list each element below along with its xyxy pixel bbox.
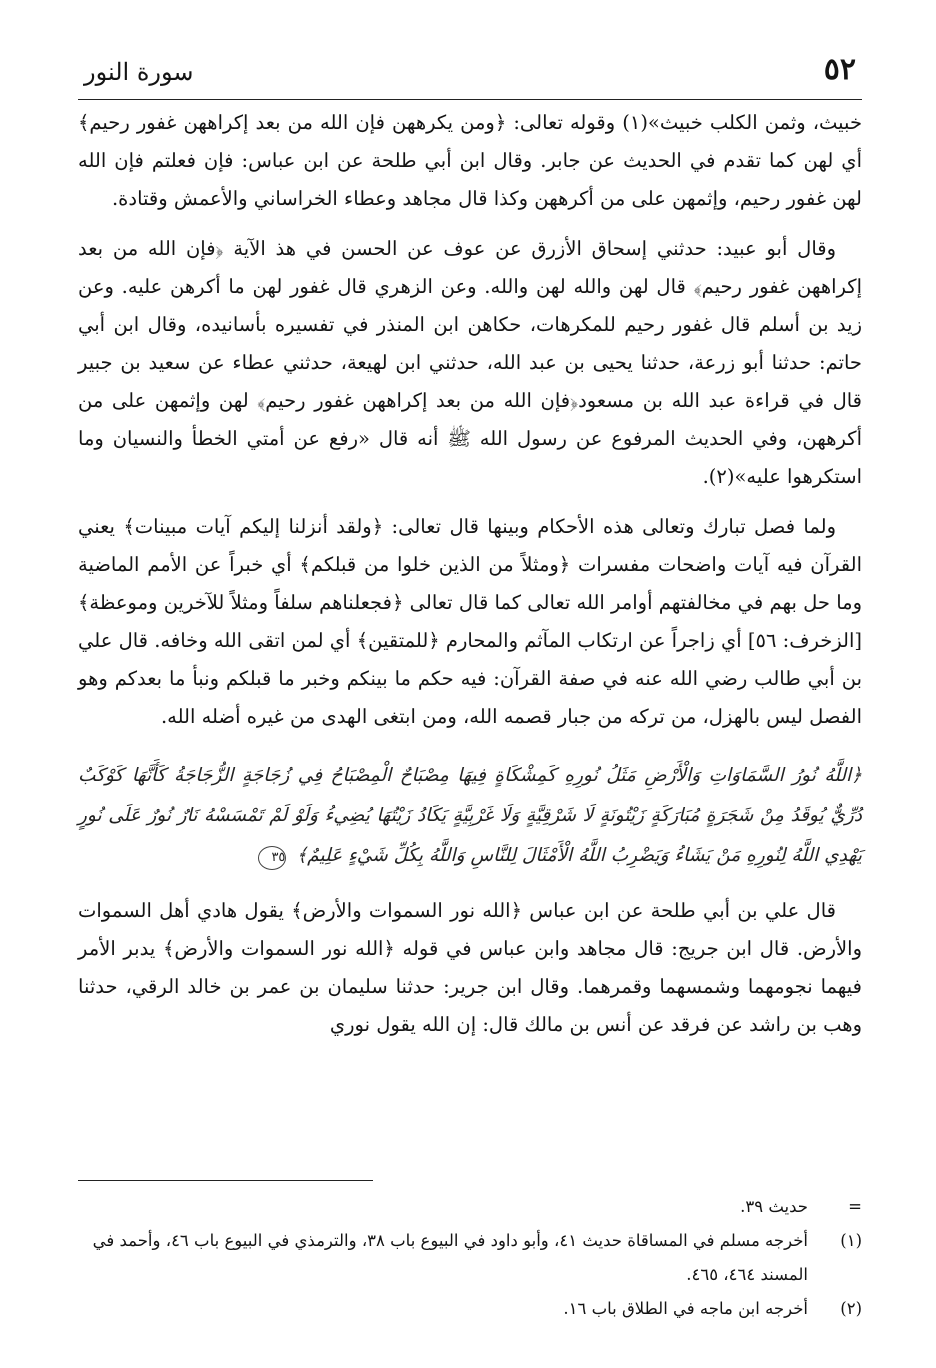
footnote-divider — [78, 1180, 373, 1181]
page-number: ٥٢ — [823, 52, 856, 87]
footnote-item — [78, 1190, 862, 1224]
paragraph-3: ولما فصل تبارك وتعالى هذه الأحكام وبينها قال تعالى: ﴿ولقد أنزلنا إليكم آيات مبينات﴾ يعني القرآن فيه آيات واضحات مفسرات ﴿ومثلاً من الذين خلوا من قبلكم﴾ أي خبراً عن الأمم الماضية وما حل بهم في مخالفتهم أوامر الله تعالى كما قال تعالى ﴿فجعلناهم سلفاً ومثلاً للآخرين وموعظة﴾ [الزخرف: ٥٦] أي زاجراً عن ارتكاب المآثم والمحارم ﴿للمتقين﴾ أي لمن اتقى الله وخافه. قال علي بن أبي طالب رضي الله عنه في صفة القرآن: فيه حكم ما بينكم وخبر ما قبلكم ونبأ ما بعدكم وهو الفصل ليس بالهزل، من تركه من جبار قصمه الله، ومن ابتغى الهدى من غيره أضله الله. — [78, 515, 863, 728]
footnote-item — [78, 1292, 862, 1326]
paragraph-1: خبيث، وثمن الكلب خبيث»(١) وقوله تعالى: ﴿ومن يكرههن فإن الله من بعد إكراههن غفور رحيم﴾ أي لهن كما تقدم في الحديث عن جابر. وقال ابن أبي طلحة عن ابن عباس: فإن فعلتم فإن الله لهن غفور رحيم، وإثمهن على من أكرههن وكذا قال مجاهد وعطاء الخراساني والأعمش وقتادة. — [78, 111, 863, 210]
body-text — [78, 104, 862, 1056]
paragraph-2: وقال أبو عبيد: حدثني إسحاق الأزرق عن عوف عن الحسن في هذ الآية ﴿فإن الله من بعد إكراههن غفور رحيم﴾ قال لهن والله لهن والله. وعن الزهري قال غفور لهن ما أكرهن عليه. وعن زيد بن أسلم قال غفور رحيم للمكرهات، حكاهن ابن المنذر في تفسيره بأسانيده، وقال ابن أبي حاتم: حدثنا أبو زرعة، حدثنا يحيى بن عبد الله، حدثني ابن لهيعة، حدثني عطاء عن سعيد بن جبير قال في قراءة عبد الله بن مسعود﴿فإن الله من بعد إكراههن غفور رحيم﴾ لهن وإثمهن على من أكرههن، وفي الحديث المرفوع عن رسول الله ﷺ أنه قال «رفع عن أمتي الخطأ والنسيان وما استكرهوا عليه»(٢). — [78, 237, 862, 488]
quran-verse — [78, 756, 862, 876]
surah-title: سورة النور — [84, 58, 194, 86]
footnote-text: حديث ٣٩. — [740, 1197, 808, 1216]
verse-number: ٣٥ — [258, 846, 286, 870]
verse-text: ﴿اللَّهُ نُورُ السَّمَاوَاتِ وَالْأَرْضِ مَثَلُ نُورِهِ كَمِشْكَاةٍ فِيهَا مِصْبَاحٌ الْمِصْبَاحُ فِي زُجَاجَةٍ الزُّجَاجَةُ كَأَنَّهَا كَوْكَبٌ دُرِّيٌّ يُوقَدُ مِنْ شَجَرَةٍ مُبَارَكَةٍ زَيْتُونَةٍ لَا شَرْقِيَّةٍ وَلَا غَرْبِيَّةٍ يَكَادُ زَيْتُهَا يُضِيءُ وَلَوْ لَمْ تَمْسَسْهُ نَارٌ نُورٌ عَلَى نُورٍ يَهْدِي اللَّهُ لِنُورِهِ مَنْ يَشَاءُ وَيَضْرِبُ اللَّهُ الْأَمْثَالَ لِلنَّاسِ وَاللَّهُ بِكُلِّ شَيْءٍ عَلِيمٌ﴾ — [78, 765, 862, 866]
paragraph-4: قال علي بن أبي طلحة عن ابن عباس ﴿الله نور السموات والأرض﴾ يقول هادي أهل السموات والأرض. قال ابن جريج: قال مجاهد وابن عباس في قوله ﴿الله نور السموات والأرض﴾ يدبر الأمر فيهما نجومهما وشمسهما وقمرهما. وقال ابن جرير: حدثنا سليمان بن عمر بن خالد الرقي، حدثنا وهب بن راشد عن فرقد عن أنس بن مالك قال: إن الله يقول نوري — [78, 899, 862, 1036]
footnotes — [78, 1190, 862, 1326]
footnote-item — [78, 1224, 862, 1292]
header-divider — [78, 99, 862, 100]
footnote-marker: (١) — [840, 1231, 862, 1250]
footnote-text: أخرجه مسلم في المساقاة حديث ٤١، وأبو داود في البيوع باب ٣٨، والترمذي في البيوع باب ٤٦، وأحمد في المسند ٤٦٤، ٤٦٥. — [92, 1231, 808, 1284]
footnote-marker: (٢) — [840, 1299, 862, 1318]
footnote-marker: = — [848, 1197, 862, 1216]
footnote-text: أخرجه ابن ماجه في الطلاق باب ١٦. — [563, 1299, 808, 1318]
page-header — [78, 50, 862, 100]
